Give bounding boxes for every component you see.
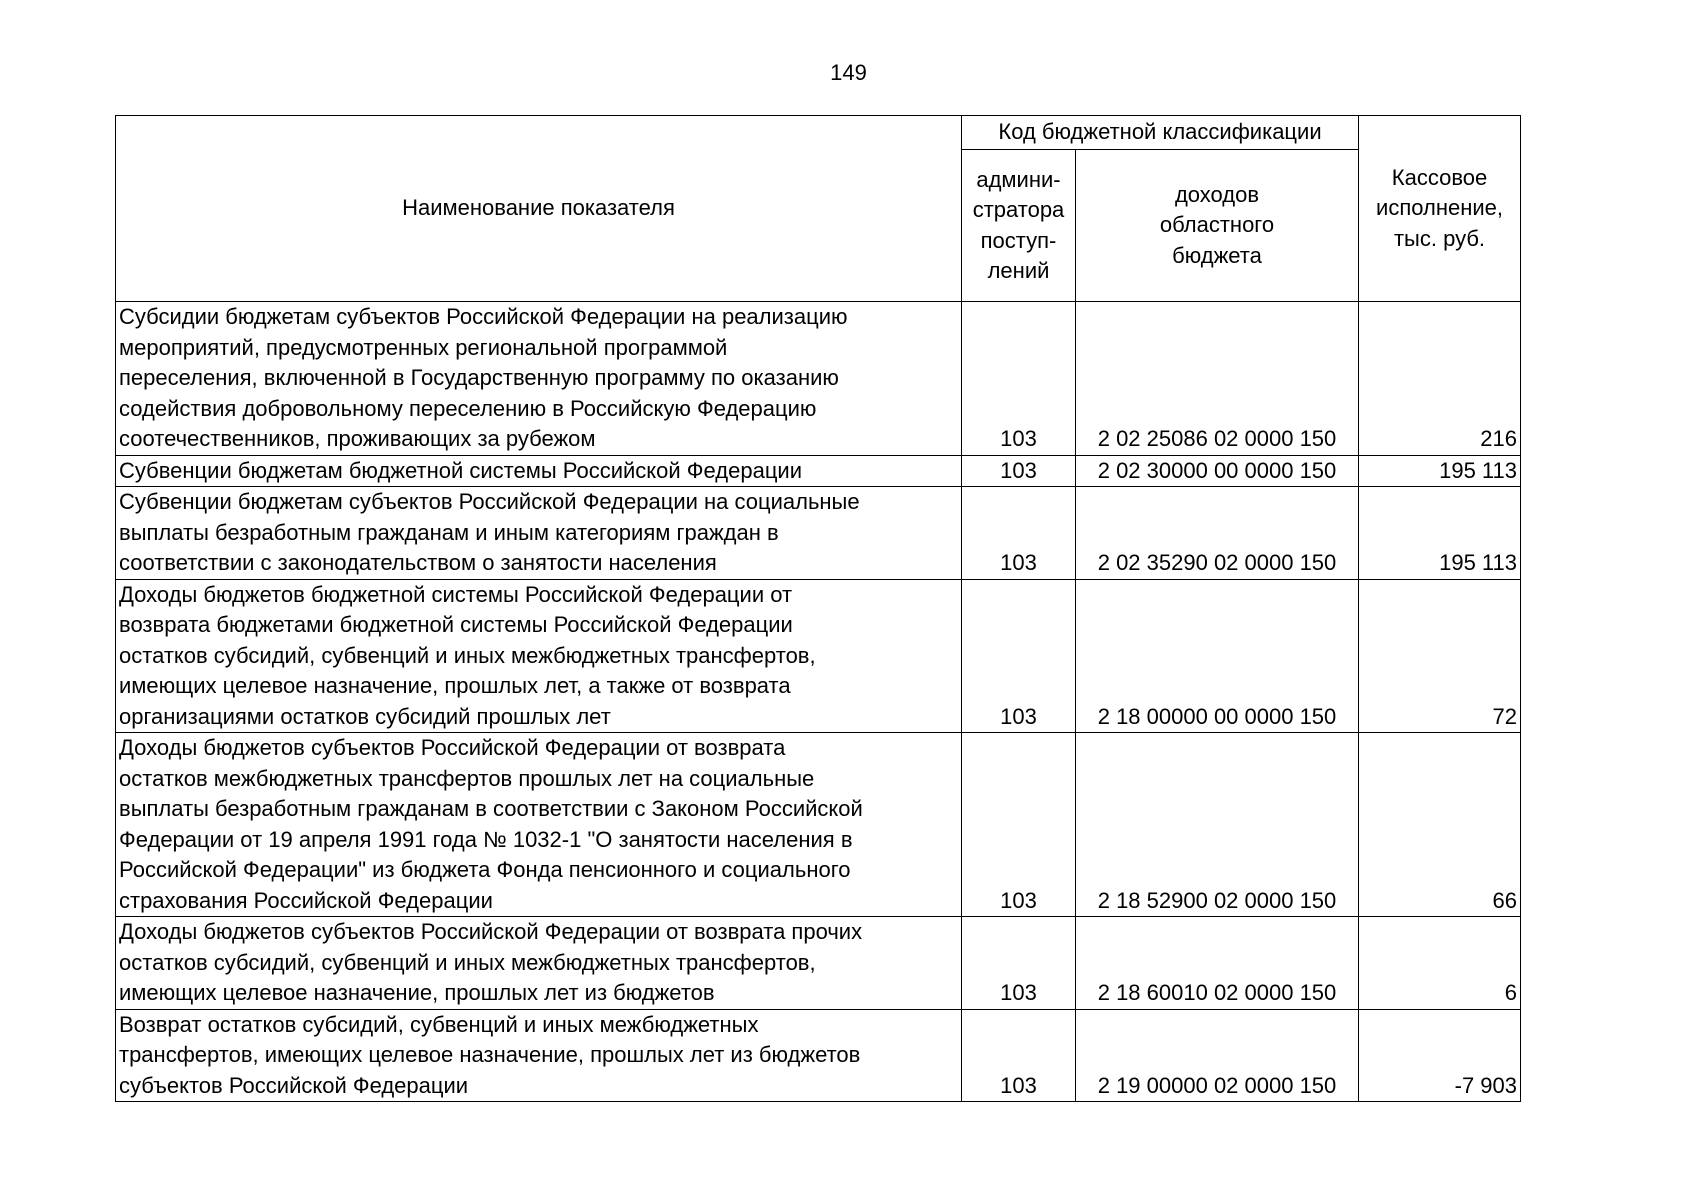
table-row [116,302,1521,456]
row-amount: 6 [1359,917,1521,1010]
row-admin-code: 103 [962,579,1076,733]
row-name: Субсидии бюджетам субъектов Российской Федерации на реализацию мероприятий, предусмотренных региональной программой переселения, включенной в Государственную программу по оказанию содействия добровольному переселению в Российскую Федерацию соотечественников, проживающих за рубежом [116,302,962,456]
header-income-label: доходов областного бюджета [1159,181,1275,268]
row-name: Субвенции бюджетам бюджетной системы Российской Федерации [116,455,962,487]
row-admin-code: 103 [962,455,1076,487]
row-admin-code: 103 [962,1009,1076,1102]
row-income-code: 2 18 60010 02 0000 150 [1076,917,1359,1010]
row-name: Доходы бюджетов субъектов Российской Федерации от возврата остатков межбюджетных трансфертов прошлых лет на социальные выплаты безработным гражданам в соответствии с Законом Российской Федерации от 19 апреля 1991 года № 1032-1 "О занятости населения в Российской Федерации" из бюджета Фонда пенсионного и социального страхования Российской Федерации [116,733,962,917]
header-row-top [116,116,1521,150]
table-body [116,302,1521,1102]
table-header [116,116,1521,302]
row-admin-code: 103 [962,302,1076,456]
table-row [116,1009,1521,1102]
table-row [116,487,1521,580]
budget-table [115,115,1521,1102]
row-income-code: 2 18 52900 02 0000 150 [1076,733,1359,917]
row-amount: 72 [1359,579,1521,733]
row-amount: 195 113 [1359,487,1521,580]
table-row [116,455,1521,487]
row-admin-code: 103 [962,487,1076,580]
row-admin-code: 103 [962,917,1076,1010]
table-row [116,733,1521,917]
row-admin-code: 103 [962,733,1076,917]
header-amount-label: Кассовое исполнение, тыс. руб. [1376,164,1503,251]
row-income-code: 2 02 30000 00 0000 150 [1076,455,1359,487]
table-row [116,579,1521,733]
page-number: 149 [830,60,867,85]
row-income-code: 2 18 00000 00 0000 150 [1076,579,1359,733]
header-admin-label: админи- стратора поступ- лений [972,166,1065,283]
header-name-label: Наименование показателя [402,195,675,221]
row-amount: 216 [1359,302,1521,456]
row-amount: -7 903 [1359,1009,1521,1102]
header-income [1076,150,1359,302]
row-name: Субвенции бюджетам субъектов Российской Федерации на социальные выплаты безработным гражданам и иным категориям граждан в соответствии с законодательством о занятости населения [116,487,962,580]
header-admin [962,150,1076,302]
header-amount [1359,116,1521,302]
row-name: Возврат остатков субсидий, субвенций и иных межбюджетных трансфертов, имеющих целевое назначение, прошлых лет из бюджетов субъектов Российской Федерации [116,1009,962,1102]
header-code-group [962,116,1359,150]
row-income-code: 2 02 35290 02 0000 150 [1076,487,1359,580]
table-row [116,917,1521,1010]
row-income-code: 2 02 25086 02 0000 150 [1076,302,1359,456]
row-amount: 195 113 [1359,455,1521,487]
row-income-code: 2 19 00000 02 0000 150 [1076,1009,1359,1102]
row-name: Доходы бюджетов бюджетной системы Российской Федерации от возврата бюджетами бюджетной системы Российской Федерации остатков субсидий, субвенций и иных межбюджетных трансфертов, имеющих целевое назначение, прошлых лет, а также от возврата организациями остатков субсидий прошлых лет [116,579,962,733]
row-name: Доходы бюджетов субъектов Российской Федерации от возврата прочих остатков субсидий, субвенций и иных межбюджетных трансфертов, имеющих целевое назначение, прошлых лет из бюджетов [116,917,962,1010]
row-amount: 66 [1359,733,1521,917]
header-code-group-label: Код бюджетной классификации [998,119,1322,145]
header-name [116,116,962,302]
